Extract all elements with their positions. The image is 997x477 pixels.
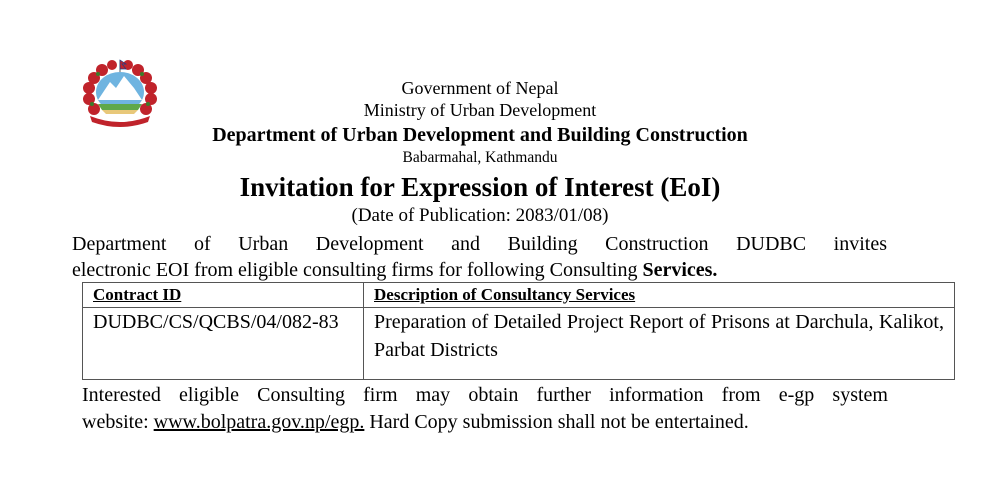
intro-paragraph [72, 231, 887, 283]
table-header-row [83, 283, 955, 308]
intro-line-1: Department of Urban Development and Building Construction DUDBC invites [72, 233, 887, 255]
header-description: Description of Consultancy Services [364, 283, 955, 308]
ministry-name: Ministry of Urban Development [363, 100, 597, 120]
footer-line-2-rest: Hard Copy submission shall not be entertained. [364, 411, 749, 433]
intro-services-bold: Services. [642, 259, 718, 281]
intro-line-2: electronic EOI from eligible consulting firms for following Consulting [72, 259, 643, 281]
department-name: Department of Urban Development and Building Construction [212, 124, 748, 146]
contract-id-cell: DUDBC/CS/QCBS/04/082-83 [83, 308, 364, 380]
header-contract-id: Contract ID [83, 283, 364, 308]
website-link[interactable]: www.bolpatra.gov.np/egp. [153, 411, 365, 433]
table-row [83, 308, 955, 380]
description-cell: Preparation of Detailed Project Report of Prisons at Darchula, Kalikot, Parbat Districts [364, 308, 955, 380]
department-address: Babarmahal, Kathmandu [402, 149, 558, 166]
footer-paragraph [82, 382, 888, 436]
notice-title: Invitation for Expression of Interest (EoI) [239, 172, 721, 202]
website-prefix: website: [82, 411, 154, 433]
government-name: Government of Nepal [401, 78, 559, 98]
contracts-table [82, 282, 955, 380]
footer-line-1: Interested eligible Consulting firm may obtain further information from e-gp system [82, 384, 888, 406]
publication-date: (Date of Publication: 2083/01/08) [351, 205, 609, 226]
